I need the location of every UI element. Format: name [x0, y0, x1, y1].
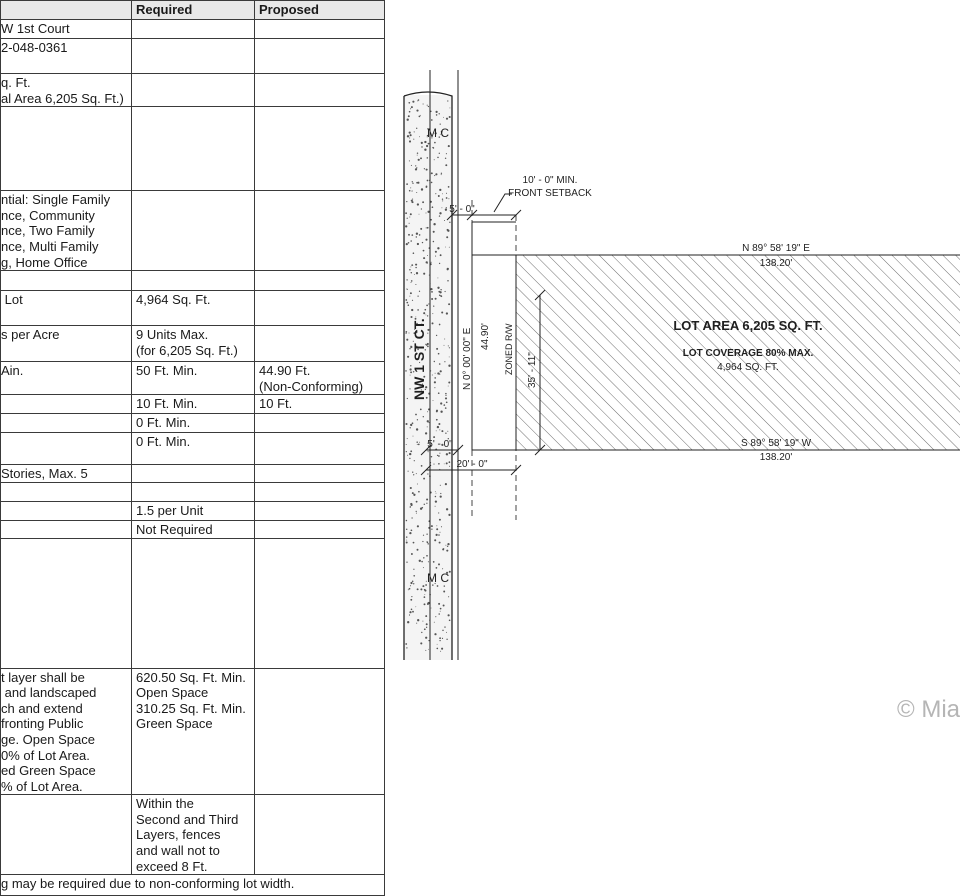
table-cell: Within the Second and Third Layers, fences and wall not to exceed 8 Ft. [132, 795, 255, 875]
table-row [1, 20, 385, 39]
table-cell [255, 465, 385, 483]
table-cell [1, 538, 132, 668]
table-cell: 2-048-0361 [1, 39, 132, 74]
front-setback-label-2: FRONT SETBACK [508, 188, 592, 199]
length-west-label: 44.90' [480, 323, 491, 350]
table-cell [255, 795, 385, 875]
table-cell [132, 538, 255, 668]
length-north-label: 138.20' [759, 258, 793, 269]
table-cell [255, 39, 385, 74]
dim-bottom-label: 5' - 0" [427, 439, 453, 450]
table-cell [255, 74, 385, 107]
coverage-area-label: 4,964 SQ. FT. [717, 362, 779, 373]
table-cell [255, 538, 385, 668]
dim-setback-label: 20' - 0" [456, 459, 488, 470]
centerline-symbol-bottom: M C [427, 571, 449, 585]
bearing-west-label: N 0° 00' 00" E [462, 327, 473, 390]
table-cell [1, 395, 132, 414]
front-setback-label-1: 10' - 0" MIN. [522, 175, 578, 186]
centerline-symbol-top: M C [427, 126, 449, 140]
site-plan [384, 0, 960, 720]
table-cell [255, 107, 385, 191]
length-south-label: 138.20' [759, 452, 793, 463]
table-row [1, 538, 385, 668]
table-cell [255, 501, 385, 520]
table-cell [255, 191, 385, 271]
table-cell: 4,964 Sq. Ft. [132, 291, 255, 326]
table-cell: 0 Ft. Min. [132, 433, 255, 465]
table-footnote: g may be required due to non-conforming lot width. [1, 875, 385, 896]
table-cell [255, 271, 385, 291]
table-cell [132, 107, 255, 191]
table-cell [1, 107, 132, 191]
table-cell [255, 414, 385, 433]
table-cell: 10 Ft. Min. [132, 395, 255, 414]
table-row [1, 326, 385, 362]
copyright-watermark: © Mia [896, 696, 960, 723]
table-cell [255, 433, 385, 465]
table-cell [1, 501, 132, 520]
table-cell: 0 Ft. Min. [132, 414, 255, 433]
table-cell [255, 520, 385, 538]
table-cell [1, 414, 132, 433]
table-cell: Not Required [132, 520, 255, 538]
column-header: Proposed [255, 1, 385, 20]
table-cell: 1.5 per Unit [132, 501, 255, 520]
table-row [1, 395, 385, 414]
street-name-label: NW 1 ST CT. [411, 318, 427, 400]
depth-dim-label: 35' - 11" [527, 352, 538, 388]
bearing-south-label: S 89° 58' 19" W [740, 438, 812, 449]
table-row [1, 362, 385, 395]
table-row [1, 433, 385, 465]
table-cell [1, 482, 132, 501]
table-row [1, 291, 385, 326]
table-cell [132, 465, 255, 483]
dim-top-label: 5' - 0" [449, 204, 475, 215]
table-cell: ntial: Single Family nce, Community nce, Two Family nce, Multi Family g, Home Office [1, 191, 132, 271]
table-cell: t layer shall be and landscaped ch and extend fronting Public ge. Open Space 0% of Lot Area. ed Green Space % of Lot Area. [1, 668, 132, 795]
table-cell [255, 482, 385, 501]
table-cell [255, 291, 385, 326]
column-header [1, 1, 132, 20]
table-cell [255, 668, 385, 795]
table-row [1, 465, 385, 483]
zoning-table [0, 0, 385, 896]
table-row [1, 668, 385, 795]
table-row [1, 191, 385, 271]
table-cell [132, 191, 255, 271]
table-cell: q. Ft. al Area 6,205 Sq. Ft.) [1, 74, 132, 107]
table-cell [1, 271, 132, 291]
bearing-north-label: N 89° 58' 19" E [742, 243, 810, 254]
table-cell [1, 433, 132, 465]
table-row [1, 107, 385, 191]
table-cell [1, 520, 132, 538]
table-cell: s per Acre [1, 326, 132, 362]
table-cell [132, 271, 255, 291]
lot-area-label: LOT AREA 6,205 SQ. FT. [673, 318, 823, 333]
table-row [1, 795, 385, 875]
table-row [1, 74, 385, 107]
table-cell [132, 39, 255, 74]
table-cell [255, 326, 385, 362]
table-row [1, 482, 385, 501]
table-header-row [1, 1, 385, 20]
table-cell: 620.50 Sq. Ft. Min. Open Space 310.25 Sq. Ft. Min. Green Space [132, 668, 255, 795]
table-cell: 10 Ft. [255, 395, 385, 414]
zoning-table-body [1, 1, 385, 896]
table-cell: Ain. [1, 362, 132, 395]
column-header: Required [132, 1, 255, 20]
table-cell [255, 20, 385, 39]
lot-coverage-label: LOT COVERAGE 80% MAX. [682, 348, 814, 359]
table-cell [132, 482, 255, 501]
table-cell [132, 74, 255, 107]
table-row [1, 414, 385, 433]
table-footnote-row [1, 875, 385, 896]
table-row [1, 271, 385, 291]
table-cell: 50 Ft. Min. [132, 362, 255, 395]
table-cell [132, 20, 255, 39]
table-cell: Stories, Max. 5 [1, 465, 132, 483]
zoned-rw-label: ZONED R/W [504, 323, 514, 375]
table-cell: 44.90 Ft. (Non-Conforming) [255, 362, 385, 395]
table-cell: W 1st Court [1, 20, 132, 39]
table-row [1, 39, 385, 74]
table-cell: 9 Units Max. (for 6,205 Sq. Ft.) [132, 326, 255, 362]
table-row [1, 501, 385, 520]
table-row [1, 520, 385, 538]
table-cell [1, 795, 132, 875]
table-cell: Lot [1, 291, 132, 326]
